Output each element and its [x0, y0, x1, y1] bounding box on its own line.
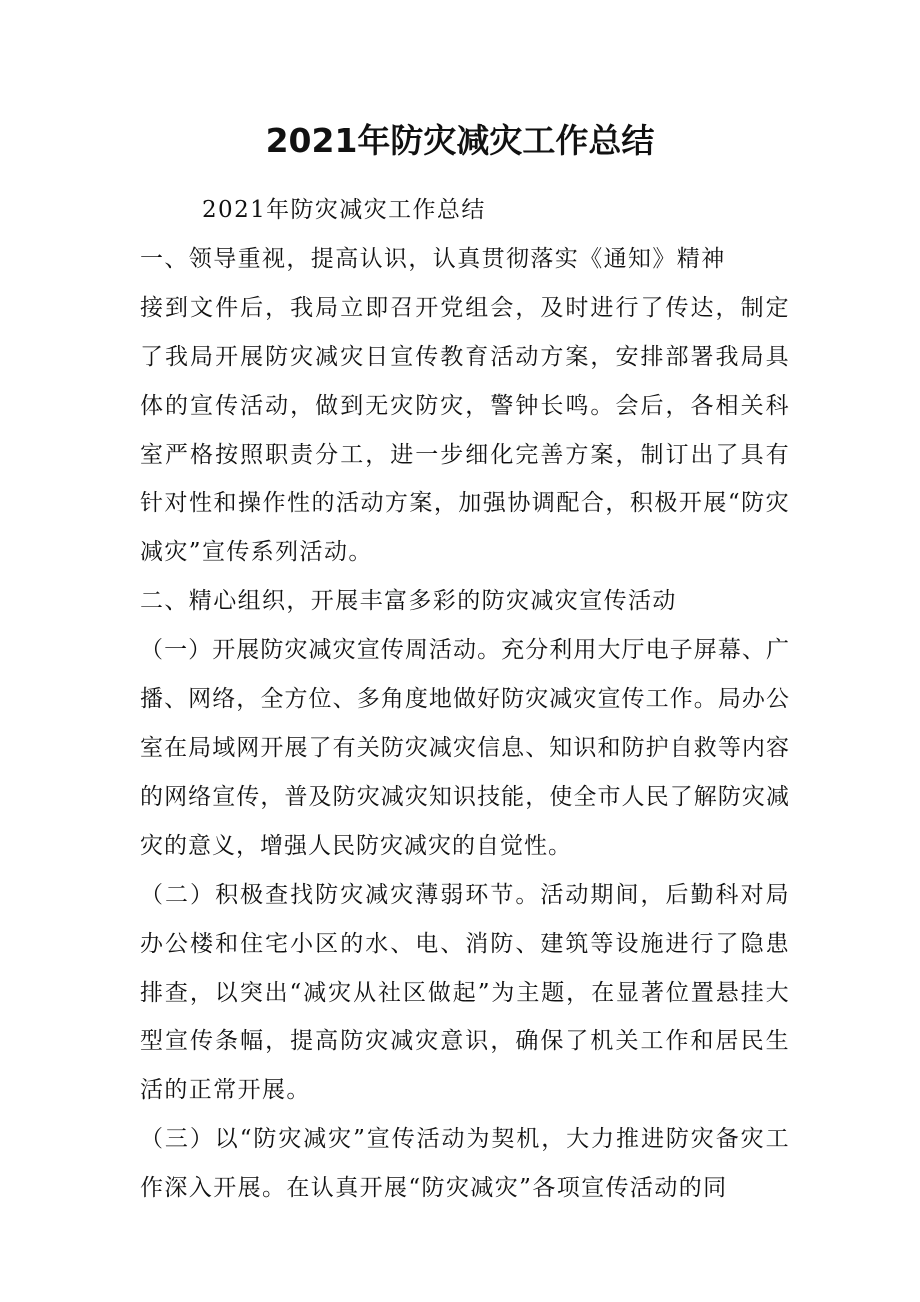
- paragraph-3: （二）积极查找防灾减灾薄弱环节。活动期间，后勤科对局办公楼和住宅小区的水、电、消防、建筑等设施进行了隐患排查，以突出“减灾从社区做起”为主题，在显著位置悬挂大型宣传条幅，提高防灾减灾意识，确保了机关工作和居民生活的正常开展。: [140, 881, 790, 1104]
- paragraph-2: （一）开展防灾减灾宣传周活动。充分利用大厅电子屏幕、广播、网络，全方位、多角度地做好防灾减灾宣传工作。局办公室在局域网开展了有关防灾减灾信息、知识和防护自救等内容的网络宣传，普及防灾减灾知识技能，使全市人民了解防灾减灾的意义，增强人民防灾减灾的自觉性。: [140, 637, 790, 859]
- document-body: [140, 186, 790, 1213]
- section-heading-2: 二、精心组织，开展丰富多彩的防灾减灾宣传活动: [140, 588, 677, 615]
- document-subtitle: 2021年防灾减灾工作总结: [202, 197, 486, 223]
- paragraph-4: （三）以“防灾减灾”宣传活动为契机，大力推进防灾备灾工作深入开展。在认真开展“防灾减灾”各项宣传活动的同: [140, 1126, 790, 1202]
- paragraph-1: 接到文件后，我局立即召开党组会，及时进行了传达，制定了我局开展防灾减灾日宣传教育活动方案，安排部署我局具体的宣传活动，做到无灾防灾，警钟长鸣。会后，各相关科室严格按照职责分工，进一步细化完善方案，制订出了具有针对性和操作性的活动方案，加强协调配合，积极开展“防灾减灾”宣传系列活动。: [140, 294, 790, 566]
- document-title: 2021年防灾减灾工作总结: [265, 121, 655, 160]
- section-heading-1: 一、领导重视，提高认识，认真贯彻落实《通知》精神: [140, 245, 726, 272]
